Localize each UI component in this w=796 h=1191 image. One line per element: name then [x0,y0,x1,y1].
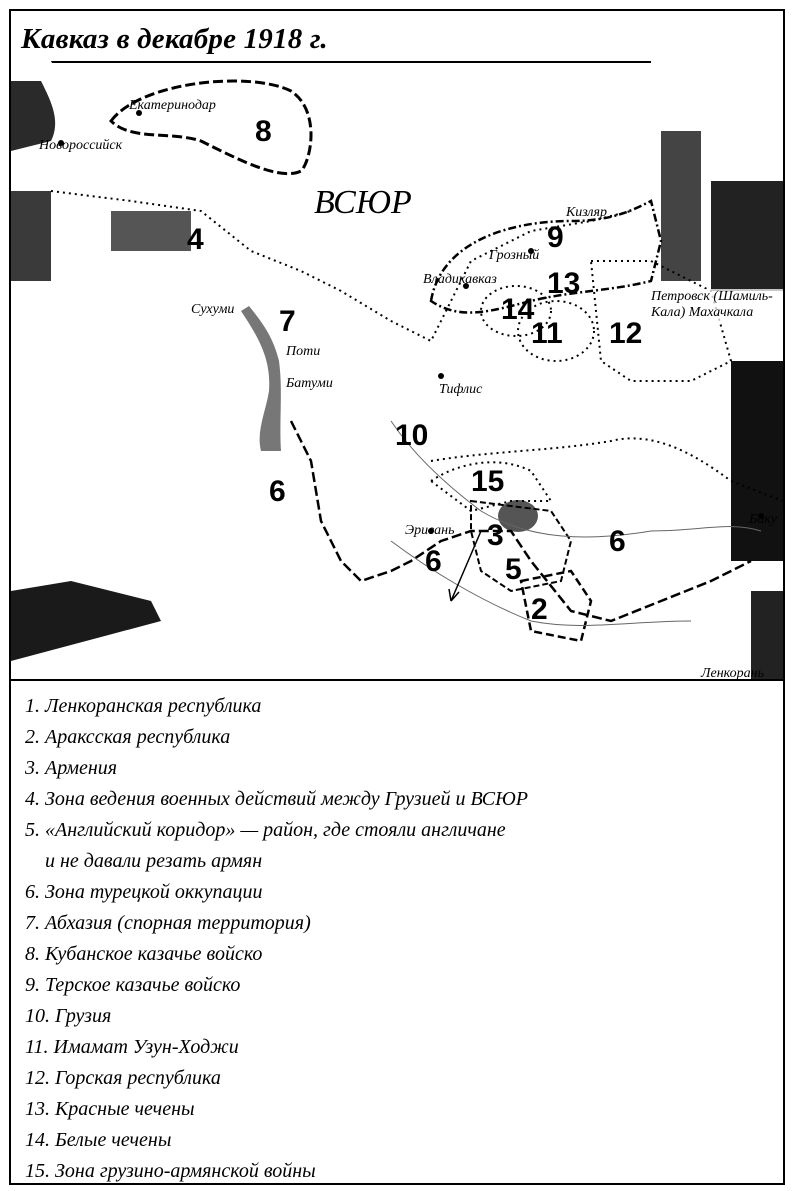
legend-item: 11. Имамат Узун-Ходжи [25,1036,239,1058]
city-grozny: Грозный [489,248,540,263]
legend-item: 13. Красные чечены [25,1098,195,1120]
shade-west-block-2 [111,211,191,251]
map-area [11,61,783,681]
zone-8-boundary [111,81,311,174]
legend-item: 4. Зона ведения военных действий между Грузией и ВСЮР [25,788,528,810]
legend-item: 6. Зона турецкой оккупации [25,881,263,903]
zone-9-number: 9 [547,221,564,254]
zone-14-number: 14 [501,293,535,326]
zone-2-number: 2 [531,593,548,626]
legend-item: 9. Терское казачье войско [25,974,241,996]
marker-tiflis [438,373,444,379]
zone-6-west-number: 6 [269,475,286,508]
river-kura [391,421,761,537]
legend-item: 10. Грузия [25,1005,112,1027]
zone-12-number: 12 [609,317,643,350]
legend-item: 1. Ленкоранская республика [25,695,262,717]
legend-item: 14. Белые чечены [25,1129,172,1151]
zone-7-number: 7 [279,305,296,338]
city-tiflis: Тифлис [439,382,483,397]
region-label: ВСЮР [314,184,412,221]
legend-item: 3. Армения [25,757,118,779]
map-svg [11,61,783,681]
city-petrovsk-wrap [651,289,783,359]
caspian-shade-1 [661,131,701,281]
city-petrovsk: Петровск (Шамиль-Кала) Махачкала [651,289,783,321]
zone-13-number: 13 [547,267,581,300]
city-ekaterinodar: Екатеринодар [129,98,216,113]
shade-west-block [11,191,51,281]
zone-4-number: 4 [187,223,204,256]
legend-item: 2. Араксская республика [25,726,231,748]
zone-10-number: 10 [395,419,429,452]
legend-item: 12. Горская республика [25,1067,221,1089]
caspian-shade-2 [711,181,783,291]
map-frame [9,9,785,1185]
legend-item: 7. Абхазия (спорная территория) [25,912,311,934]
zone-3-number: 3 [487,519,504,552]
zone-9-boundary [431,201,661,313]
zone-11-number: 11 [531,317,563,350]
zone-6-south-number: 6 [425,545,442,578]
city-vladikavkaz: Владикавказ [423,272,497,287]
legend-item: 8. Кубанское казачье войско [25,943,263,965]
city-poti: Поти [286,344,321,359]
city-erivan: Эривань [405,523,455,538]
map-title: Кавказ в декабре 1918 г. [21,23,328,55]
title-bar [11,11,783,63]
legend [11,687,783,1183]
zone-5-number: 5 [505,553,522,586]
city-kizlyar: Кизляр [566,205,608,220]
city-lenkoran: Ленкорань [701,666,764,681]
legend-item: 5. «Английский коридор» — район, где стояли англичане [25,819,506,841]
legend-item: 15. Зона грузино-армянской войны [25,1160,316,1182]
city-sukhumi: Сухуми [191,302,235,317]
city-novorossiysk: Новороссийск [39,138,123,153]
caspian-shade-3 [731,361,783,561]
city-batumi: Батуми [286,376,333,391]
zone-8-number: 8 [255,115,272,148]
zone-15-number: 15 [471,465,505,498]
zone-6-east-number: 6 [609,525,626,558]
legend-item-continuation: и не давали резать армян [45,850,263,872]
city-baku: Баку [749,512,778,527]
